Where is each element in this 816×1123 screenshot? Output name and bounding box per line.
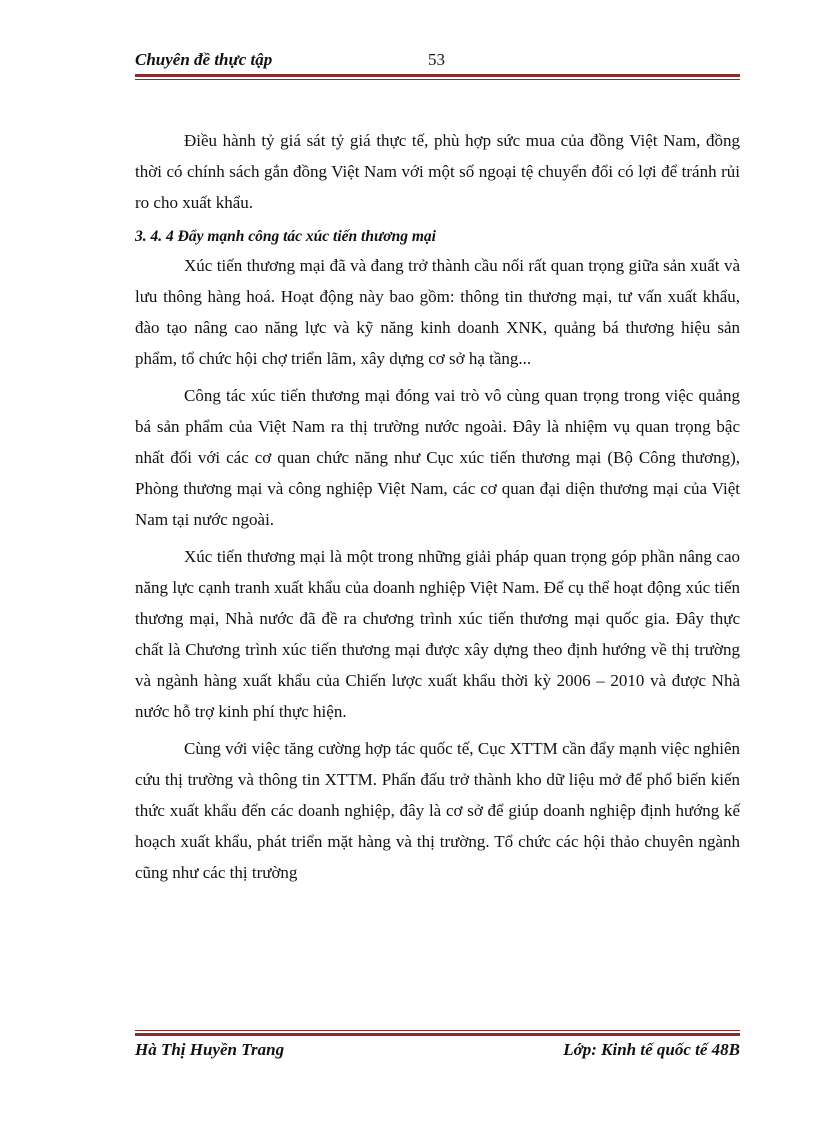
page-body — [135, 125, 740, 894]
header-title: Chuyên đề thực tập — [135, 50, 273, 69]
footer-class: Lớp: Kinh tế quốc tế 48B — [563, 1040, 740, 1059]
paragraph-trade-promotion-intro: Xúc tiến thương mại đã và đang trở thành cầu nối rất quan trọng giữa sản xuất và lưu thông hàng hoá. Hoạt động này bao gồm: thông tin thương mại, tư vấn xuất khẩu, đào tạo nâng cao năng lực và kỹ năng kinh doanh XNK, quảng bá thương hiệu sản phẩm, tổ chức hội chợ triển lãm, xây dựng cơ sở hạ tầng... — [135, 256, 740, 368]
footer-rule-thick — [135, 1033, 740, 1036]
page-footer — [135, 1040, 740, 1062]
paragraph-exchange-rate: Điều hành tỷ giá sát tỷ giá thực tế, phù hợp sức mua của đồng Việt Nam, đồng thời có chính sách gắn đồng Việt Nam với một số ngoại tệ chuyển đổi có lợi để tránh rủi ro cho xuất khẩu. — [135, 131, 740, 212]
footer-rule-thin — [135, 1030, 740, 1031]
paragraph-international-cooperation: Cùng với việc tăng cường hợp tác quốc tế, Cục XTTM cần đẩy mạnh việc nghiên cứu thị trường và thông tin XTTM. Phấn đấu trở thành kho dữ liệu mở để phổ biến kiến thức xuất khẩu đến các doanh nghiệp, đây là cơ sở để giúp doanh nghiệp định hướng kế hoạch xuất khẩu, phát triển mặt hàng và thị trường. Tổ chức các hội thảo chuyên ngành cũng như các thị trường — [135, 739, 740, 882]
section-heading: 3. 4. 4 Đẩy mạnh công tác xúc tiến thương mại — [135, 228, 436, 245]
paragraph-national-program: Xúc tiến thương mại là một trong những giải pháp quan trọng góp phần nâng cao năng lực cạnh tranh xuất khẩu của doanh nghiệp Việt Nam. Để cụ thể hoạt động xúc tiến thương mại, Nhà nước đã đề ra chương trình xúc tiến thương mại quốc gia. Đây thực chất là Chương trình xúc tiến thương mại được xây dựng theo định hướng về thị trường và ngành hàng xuất khẩu của Chiến lược xuất khẩu thời kỳ 2006 – 2010 và được Nhà nước hỗ trợ kinh phí thực hiện. — [135, 547, 740, 721]
paragraph-trade-promotion-role: Công tác xúc tiến thương mại đóng vai trò vô cùng quan trọng trong việc quảng bá sản phẩm của Việt Nam ra thị trường nước ngoài. Đây là nhiệm vụ quan trọng bậc nhất đối với các cơ quan chức năng như Cục xúc tiến thương mại (Bộ Công thương), Phòng thương mại và công nghiệp Việt Nam, các cơ quan đại diện thương mại của Việt Nam tại nước ngoài. — [135, 386, 740, 529]
page-number: 53 — [428, 50, 445, 69]
header-rule-thin — [135, 79, 740, 80]
page-header — [135, 50, 740, 72]
footer-author: Hà Thị Huyền Trang — [135, 1040, 285, 1059]
header-rule-thick — [135, 74, 740, 77]
